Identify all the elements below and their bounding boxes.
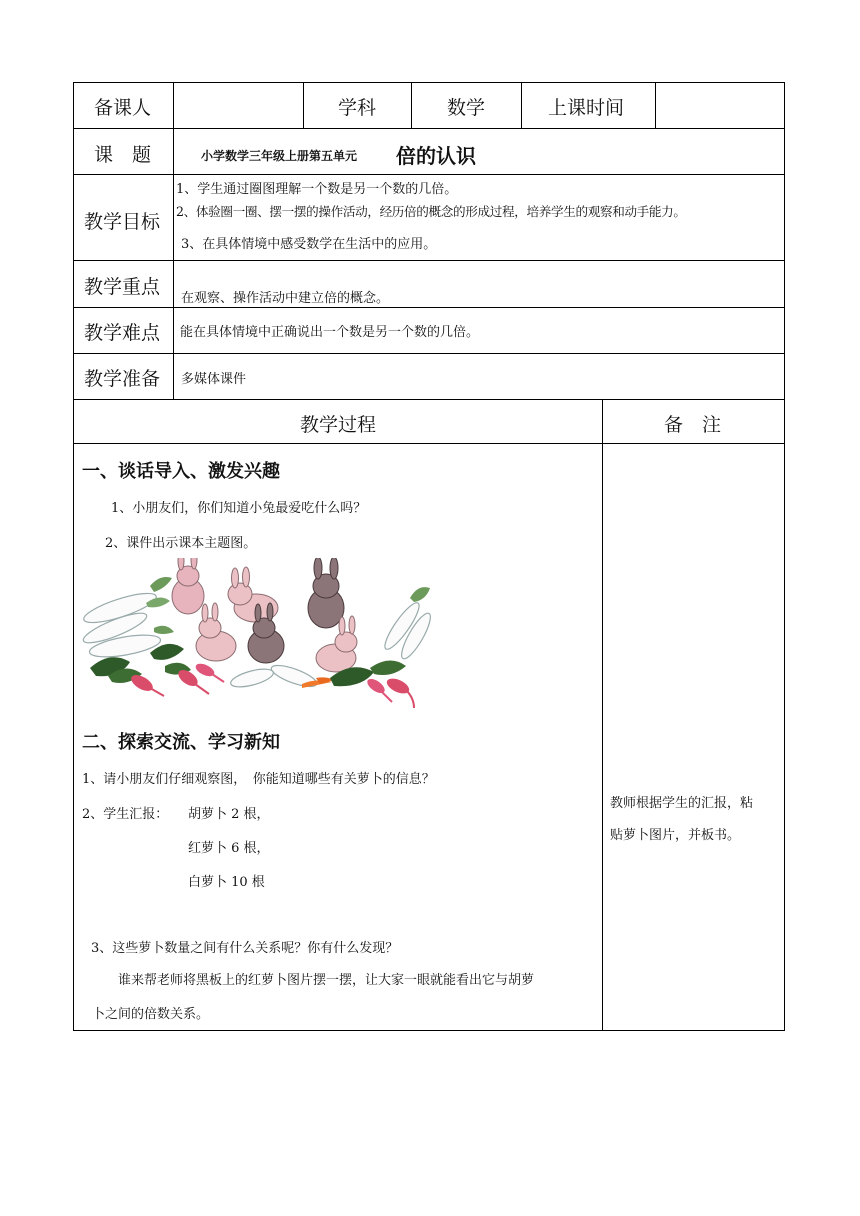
row-divider [73, 443, 785, 444]
objectives-label: 教学目标 [84, 211, 161, 233]
preparation-text: 多媒体课件 [181, 372, 247, 387]
key-points-text: 在观察、操作活动中建立倍的概念。 [181, 291, 390, 306]
preparer-label: 备课人 [94, 97, 152, 119]
section-title-intro: 一、谈话导入、激发兴趣 [82, 461, 280, 482]
col-divider [303, 82, 304, 128]
section-title-explore: 二、探索交流、学习新知 [82, 732, 280, 753]
preparation-label: 教学准备 [84, 368, 161, 390]
topic-title: 倍的认识 [396, 144, 476, 168]
row-divider [73, 260, 785, 261]
table-border-right [784, 82, 785, 1031]
objective-item: 3、在具体情境中感受数学在生活中的应用。 [181, 237, 437, 252]
col-divider [521, 82, 522, 128]
col-divider [173, 82, 174, 399]
intro-question-1: 1、小朋友们，你们知道小兔最爱吃什么吗？ [111, 501, 367, 516]
intro-question-2: 2、课件出示课本主题图。 [105, 536, 257, 551]
explore-paragraph-line-1: 谁来帮老师将黑板上的红萝卜图片摆一摆，让大家一眼就能看出它与胡萝 [118, 973, 535, 988]
col-divider [602, 399, 603, 1030]
process-label: 教学过程 [300, 414, 377, 436]
subject-value: 数学 [447, 97, 486, 119]
objective-item: 1、学生通过圈图理解一个数是另一个数的几倍。 [176, 182, 458, 197]
teacher-note-line-2: 贴萝卜图片，并板书。 [610, 828, 741, 843]
col-divider [655, 82, 656, 128]
topic-unit: 小学数学三年级上册第五单元 [201, 149, 358, 163]
row-divider [73, 128, 785, 129]
report-item-red-radish: 红萝卜 6 根， [188, 841, 270, 856]
table-border-left [73, 82, 74, 1031]
explore-paragraph-line-2: 卜之间的倍数关系。 [92, 1007, 210, 1022]
class-time-label: 上课时间 [548, 97, 625, 119]
key-points-label: 教学重点 [84, 276, 161, 298]
pink-rabbit-icon [172, 558, 204, 614]
student-report-label: 2、学生汇报： [82, 807, 169, 822]
report-item-white-radish: 白萝卜 10 根 [188, 875, 265, 890]
table-border-top [73, 82, 785, 83]
subject-label: 学科 [338, 97, 377, 119]
row-divider [73, 174, 785, 175]
gray-rabbit-icon [308, 558, 344, 628]
explore-question-1: 1、请小朋友们仔细观察图， 你能知道哪些有关萝卜的信息？ [82, 772, 435, 787]
row-divider [73, 353, 785, 354]
difficulties-text: 能在具体情境中正确说出一个数是另一个数的几倍。 [180, 325, 480, 340]
objective-item: 2、体验圈一圈、摆一摆的操作活动，经历倍的概念的形成过程，培养学生的观察和动手能力。 [176, 204, 686, 219]
topic-label: 课 题 [94, 144, 152, 166]
col-divider [411, 82, 412, 128]
notes-label: 备 注 [664, 414, 722, 436]
rabbits-radishes-illustration [80, 558, 440, 716]
difficulties-label: 教学难点 [84, 322, 161, 344]
row-divider [73, 399, 785, 400]
table-border-bottom [73, 1030, 785, 1031]
pink-rabbit-icon [196, 603, 236, 661]
explore-question-3: 3、这些萝卜数量之间有什么关系呢？你有什么发现？ [91, 941, 399, 956]
teacher-note-line-1: 教师根据学生的汇报，粘 [610, 796, 754, 811]
report-item-carrot: 胡萝卜 2 根， [188, 807, 270, 822]
row-divider [73, 307, 785, 308]
